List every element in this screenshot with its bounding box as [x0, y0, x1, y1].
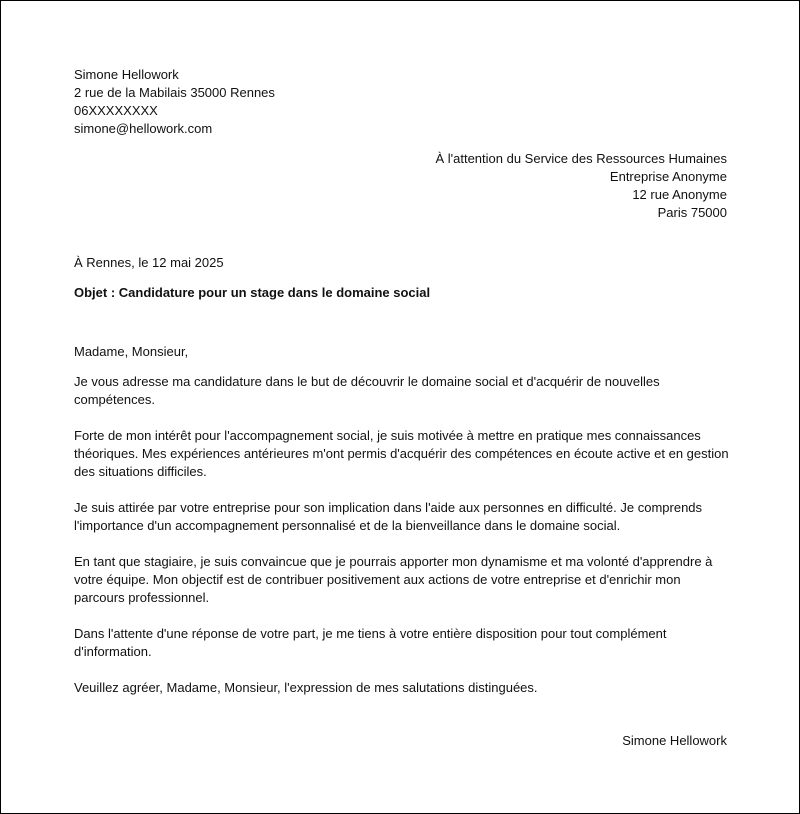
sender-phone: 06XXXXXXXX: [74, 103, 158, 118]
paragraph-line: compétences.: [74, 392, 155, 407]
body-paragraph: [74, 553, 734, 607]
paragraph-line: Dans l'attente d'une réponse de votre part, je me tiens à votre entière disposition pour tout complément: [74, 626, 667, 641]
sender-name: Simone Hellowork: [74, 67, 179, 82]
body-paragraph: [74, 625, 734, 661]
body-paragraph: [74, 499, 734, 535]
recipient-street: 12 rue Anonyme: [632, 187, 727, 202]
sender-address: 2 rue de la Mabilais 35000 Rennes: [74, 85, 275, 100]
date-line: À Rennes, le 12 mai 2025: [74, 255, 224, 270]
paragraph-line: théoriques. Mes expériences antérieures m'ont permis d'acquérir des compétences en écoute active et en gestion: [74, 446, 729, 461]
paragraph-line: En tant que stagiaire, je suis convaincue que je pourrais apporter mon dynamisme et ma volonté d'apprendre à: [74, 554, 713, 569]
closing-paragraph: [74, 679, 734, 697]
paragraph-line: votre équipe. Mon objectif est de contribuer positivement aux actions de votre entreprise et d'enrichir mon: [74, 572, 681, 587]
paragraph-line: l'importance d'un accompagnement personnalisé et de la bienveillance dans le domaine social.: [74, 518, 621, 533]
salutation: Madame, Monsieur,: [74, 344, 189, 359]
recipient-city: Paris 75000: [657, 205, 727, 220]
signature: Simone Hellowork: [622, 733, 727, 748]
paragraph-line: Je vous adresse ma candidature dans le but de découvrir le domaine social et d'acquérir de nouvelles: [74, 374, 660, 389]
recipient-company: Entreprise Anonyme: [609, 169, 727, 184]
body-paragraph: [74, 427, 734, 481]
sender-block: [74, 66, 275, 138]
paragraph-line: Je suis attirée par votre entreprise pour son implication dans l'aide aux personnes en difficulté. Je comprends: [74, 500, 703, 515]
paragraph-line: des situations difficiles.: [74, 464, 207, 479]
recipient-attention: À l'attention du Service des Ressources Humaines: [435, 151, 727, 166]
paragraph-line: Veuillez agréer, Madame, Monsieur, l'expression de mes salutations distinguées.: [74, 680, 538, 695]
paragraph-line: Forte de mon intérêt pour l'accompagnement social, je suis motivée à mettre en pratique mes connaissances: [74, 428, 701, 443]
recipient-block: [435, 150, 727, 222]
paragraph-line: d'information.: [74, 644, 152, 659]
sender-email: simone@hellowork.com: [74, 121, 213, 136]
subject-line: Objet : Candidature pour un stage dans le domaine social: [74, 285, 431, 300]
letter-body: [74, 343, 734, 715]
paragraph-line: parcours professionnel.: [74, 590, 210, 605]
body-paragraph: [74, 373, 734, 409]
